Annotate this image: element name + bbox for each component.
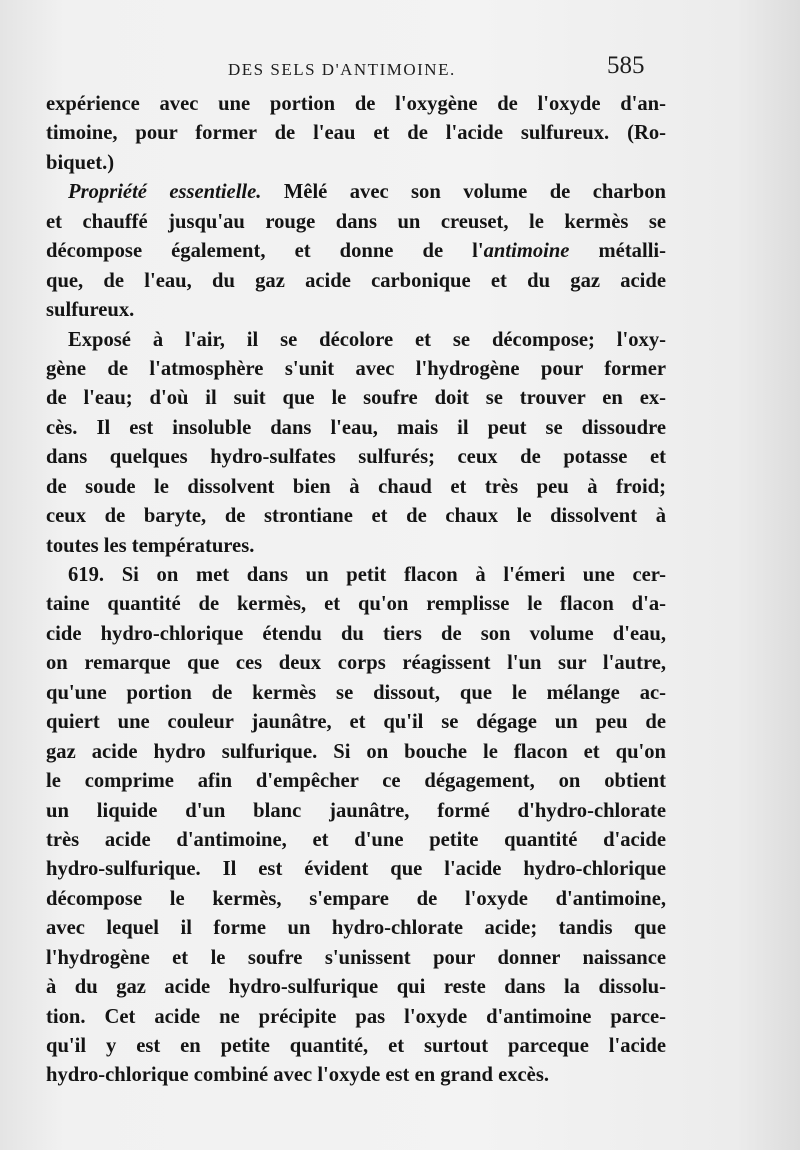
text-line xyxy=(46,590,666,619)
line-text: qu'il y est en petite quantité, et surtout parceque l'acide xyxy=(46,1035,666,1057)
text-line xyxy=(46,1032,666,1061)
line-text: que, de l'eau, du gaz acide carbonique et du gaz acide xyxy=(46,269,666,292)
text-line xyxy=(46,355,666,384)
line-text: cès. Il est insoluble dans l'eau, mais il peut se dissoudre xyxy=(46,416,666,439)
italic-text: antimoine xyxy=(483,240,570,263)
line-text: un liquide d'un blanc jaunâtre, formé d'hydro-chlorate xyxy=(46,799,666,822)
line-text: métalli- xyxy=(569,240,666,263)
line-text: Exposé à l'air, il se décolore et se décompose; l'oxy- xyxy=(68,328,666,351)
line-text: de l'eau; d'où il suit que le soufre doit se trouver en ex- xyxy=(46,387,666,410)
text-line xyxy=(46,620,666,649)
line-text: taine quantité de kermès, et qu'on remplisse le flacon d'a- xyxy=(46,593,666,616)
text-line xyxy=(46,178,666,207)
line-text: expérience avec une portion de l'oxygène de l'oxyde d'an- xyxy=(46,93,666,115)
text-line xyxy=(46,855,666,884)
line-text: on remarque que ces deux corps réagissent l'un sur l'autre, xyxy=(46,652,666,675)
text-line xyxy=(46,738,666,767)
line-text: sulfureux. xyxy=(46,299,135,322)
line-text: décompose le kermès, s'empare de l'oxyde d'antimoine, xyxy=(46,887,666,910)
text-line xyxy=(46,944,666,973)
text-line xyxy=(46,208,666,237)
line-text: qu'une portion de kermès se dissout, que le mélange ac- xyxy=(46,681,666,704)
line-text: cide hydro-chlorique étendu du tiers de son volume d'eau, xyxy=(46,622,666,645)
text-line xyxy=(46,708,666,737)
text-line xyxy=(46,149,666,178)
italic-text: Propriété essentielle. xyxy=(68,181,262,204)
text-line xyxy=(46,90,666,119)
line-text: et chauffé jusqu'au rouge dans un creuset, le kermès se xyxy=(46,210,666,233)
text-line xyxy=(46,326,666,355)
line-text: de soude le dissolvent bien à chaud et très peu à froid; xyxy=(46,475,666,498)
text-line xyxy=(46,443,666,472)
text-line xyxy=(46,532,666,561)
line-text: gène de l'atmosphère s'unit avec l'hydrogène pour former xyxy=(46,357,666,380)
line-text: avec lequel il forme un hydro-chlorate acide; tandis que xyxy=(46,917,666,940)
line-text: très acide d'antimoine, et d'une petite quantité d'acide xyxy=(46,828,666,851)
text-line xyxy=(46,473,666,502)
page-header xyxy=(0,52,800,84)
text-line xyxy=(46,237,666,266)
line-text: dans quelques hydro-sulfates sulfurés; ceux de potasse et xyxy=(46,446,666,469)
text-line xyxy=(46,561,666,590)
text-line xyxy=(46,797,666,826)
text-line xyxy=(46,826,666,855)
line-text: gaz acide hydro sulfurique. Si on bouche le flacon et qu'on xyxy=(46,740,666,763)
body-text xyxy=(46,90,666,1091)
running-head: DES SELS D'ANTIMOINE. xyxy=(228,60,456,79)
text-line xyxy=(46,649,666,678)
line-text: hydro-chlorique combiné avec l'oxyde est en grand excès. xyxy=(46,1064,549,1087)
line-text: l'hydrogène et le soufre s'unissent pour donner naissance xyxy=(46,946,666,969)
text-line xyxy=(46,1061,666,1090)
line-text: tion. Cet acide ne précipite pas l'oxyde d'antimoine parce- xyxy=(46,1005,666,1028)
text-line xyxy=(46,267,666,296)
text-line xyxy=(46,914,666,943)
line-text: Mêlé avec son volume de charbon xyxy=(261,181,666,204)
text-line xyxy=(46,414,666,443)
page-number: 585 xyxy=(607,52,645,79)
text-line xyxy=(46,973,666,1002)
line-text: quiert une couleur jaunâtre, et qu'il se dégage un peu de xyxy=(46,711,666,734)
text-line xyxy=(46,1003,666,1032)
text-line xyxy=(46,119,666,148)
line-text: 619. Si on met dans un petit flacon à l'émeri une cer- xyxy=(68,564,666,586)
line-text: timoine, pour former de l'eau et de l'acide sulfureux. (Ro- xyxy=(46,122,666,145)
text-line xyxy=(46,679,666,708)
text-line xyxy=(46,767,666,796)
text-line xyxy=(46,296,666,325)
line-text: décompose également, et donne de l' xyxy=(46,240,484,263)
line-text: le comprime afin d'empêcher ce dégagement, on obtient xyxy=(46,770,666,793)
line-text: hydro-sulfurique. Il est évident que l'acide hydro-chlorique xyxy=(46,858,666,881)
line-text: ceux de baryte, de strontiane et de chaux le dissolvent à xyxy=(46,505,666,528)
text-line xyxy=(46,384,666,413)
line-text: biquet.) xyxy=(46,151,115,174)
text-line xyxy=(46,885,666,914)
line-text: toutes les températures. xyxy=(46,534,255,557)
text-line xyxy=(46,502,666,531)
line-text: à du gaz acide hydro-sulfurique qui reste dans la dissolu- xyxy=(46,976,666,999)
